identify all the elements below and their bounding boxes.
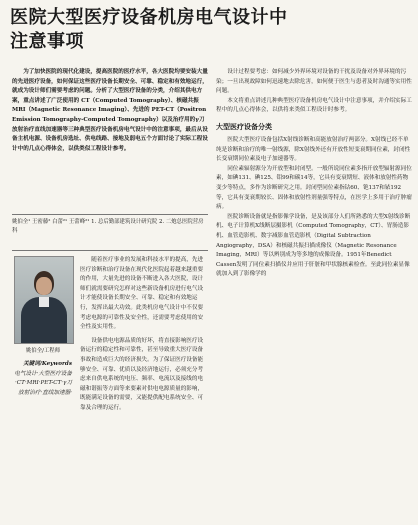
divider (12, 214, 208, 215)
left-column (12, 68, 208, 154)
abstract-text: 为了加快医院的现代化建设，提高医院的医疗水平，各大医院均要安装大量的先进医疗设备，如何保证这些医疗设备长期安全、可靠、稳定和有效地运行，就成为设计师们需要考虑的问题。分析了大型医疗设备的分类，介绍其供电方案，重点讲述了广泛使用的 CT（Computed Tomography）、核磁共振 MRI（Magnetic Resonance Imaging）、先进的 PET-CT（Positron Emission Tomography-Computed Tomography）以及治疗用的γ刀放射治疗直线加速器等三种典型医疗设备机房电气设计中的注意事项，最后从设备主机电源、设备机房选址、供电线路、接地及弱电五个方面讨论了实际工程设计中的几点心得体会，以供类似工程设计参考。 (12, 69, 208, 152)
section-heading: 大型医疗设备分类 (216, 122, 272, 131)
divider (12, 250, 208, 251)
body-paragraph: 设计过程要考虑：如何减少外界环境对设备的干扰及设备对外界环境的污染；一旦出现故障如何迅速地去除危害，如何便于医生与患者及时沟通等实用性问题。 (216, 69, 412, 95)
keywords-block (14, 360, 72, 398)
abstract (12, 68, 208, 154)
intro-paragraph-2: 设备供电电源品质的好坏，将直接影响医疗设备运行的稳定性和可靠性，甚至导致重大医疗设备事故和造成巨大的经济损失。为了保证医疗设备能够安全、可靠、优质以及经济地运行，必须充分考虑来自供电系统的电压、频率、电流以及接线的电磁和谐振等方面等来要素对供电电源质量的影响，既能满足设备的需要，又能提供配电系统安全、可靠及合理的运行。 (80, 337, 204, 411)
body-paragraph: 同位素辐射源分为开放型和封闭型。一般所说同位素多指开放型辐射源同位素，如碘131、碘125、钼99和碳14等，它具有变衰期短、液体和放射性药物变少等特点，多作为诊断研究之用。封闭型同位素指钴60、铯137和铱192等，它具有变衰期较长、固体和放射性剂量强等特点，在医学上多用于治疗肿瘤病。 (216, 165, 412, 211)
keywords-list: 电气设计·大型医疗设备·CT·MRI·PET-CT·γ刀放射治疗·直线加速器· (14, 370, 72, 396)
article-title: 医院大型医疗设备机房电气设计中注意事项 (10, 7, 288, 52)
intro-paragraph: 随着医疗事业的发展和科技水平的提高，先进医疗诊断和治疗设备在现代化医院起着越来越重要的作用，大量先进的设备不断进入各大医院，设计师们就需要研究怎样对这些新设备机房进行电气设计才能使设备长期安全、可靠、稳定和有效地运行，发挥出最大功效。此类机房电气设计中不仅要考虑电源的可靠性及安全性，还需要考虑使用的安全性及实用性。 (80, 257, 204, 331)
body-paragraph: 本文将重点讲述几种典型医疗设备机房电气设计中注意事项，并介绍实际工程中的几点心得体会，以供将来类似工程设计时参考。 (216, 97, 412, 114)
author-info: 姚伯全¹ 王密藤² 白蕾²¹ 王蕾峰²¹ 1. 总后勤部建筑设计研究院 2. 二炮总医院营房科 (12, 219, 204, 234)
body-paragraph: 医院诊断设备就是指影像学设备，是及该部分人们所熟悉的大型X射线诊断机、电子计算机X线断层摄影机（Computed Tomography，CT）、胃肠造影机、血管造影机、数字减影血管造影机（Digital Subtraction Angiography，DSA）和核磁共振扫描成像仪（Magnetic Resonance Imaging，MRI）等以辨别成为等多地的成像设备。1951年Benedict Cassen发明了同位素扫描仪并应用于肝脏和甲状腺核素检查。至此同位素显像就加入到了影像学的 (216, 213, 411, 278)
right-column (216, 68, 412, 280)
photo-caption: 姚伯全/工程师 (25, 348, 61, 354)
author-photo (14, 256, 74, 344)
keywords-label: 关键词/Keywords (23, 361, 72, 367)
intro-block (80, 256, 208, 414)
body-paragraph: 医院大型医疗设备包括X射线诊断和高能放射治疗两部分。X射线已经不单纯是诊断和治疗的唯一射线源，除X射线外还有开放性短变衰期同位素，封闭性长变衰期同位素及电子加速器等。 (216, 136, 411, 163)
